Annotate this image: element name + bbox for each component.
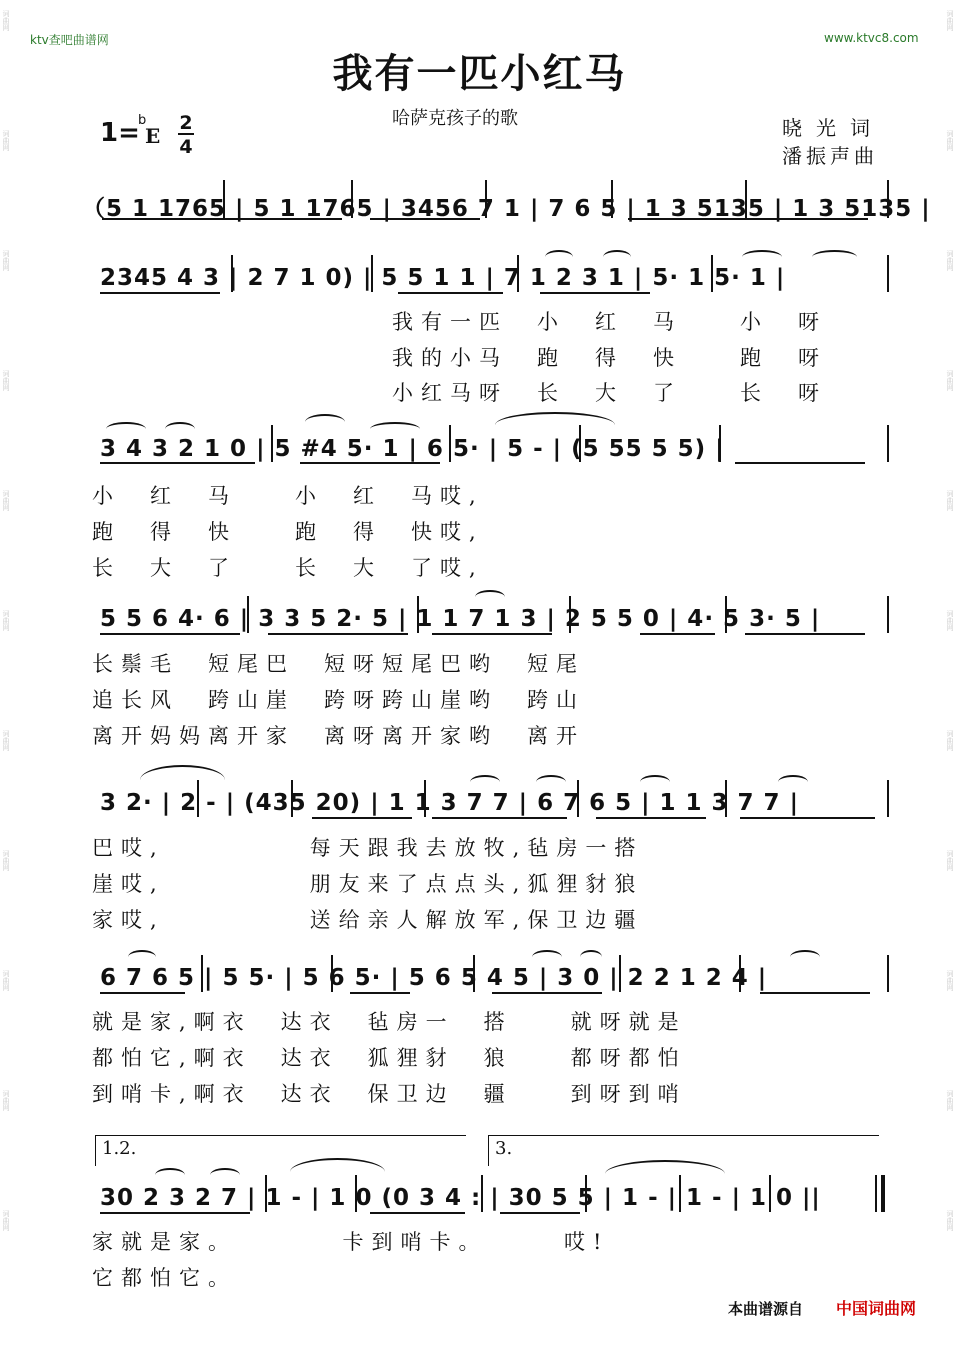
side-watermark-text: 词曲网 (2, 850, 10, 871)
side-watermark-text: 词曲网 (2, 730, 10, 751)
system-6-lyric-1: 就是家,啊衣 达衣 毡房一 搭 就呀就是 (92, 1010, 687, 1034)
side-watermark-text: 词曲网 (2, 370, 10, 391)
system-2-lyric-1: 我有一匹 小 红 马 小 呀 (392, 310, 827, 334)
side-watermark-text: 词曲网 (2, 10, 10, 31)
key-signature: 1= (100, 118, 140, 148)
lyricist-credit: 晓光词 (782, 116, 884, 140)
side-watermark-text: 词曲网 (946, 490, 954, 511)
side-watermark-text: 词曲网 (2, 250, 10, 271)
watermark-right: www.ktvc8.com (824, 31, 919, 45)
system-1-notes: （5 1 1765 | 5 1 1765 | 3456 7 1 | 7 6 5 | 1 3 5135 | 1 3 5135 | (82, 196, 931, 222)
system-6-lyric-2: 都怕它,啊衣 达衣 狐狸豺 狼 都呀都怕 (92, 1046, 687, 1070)
system-7-lyric-1: 家就是家。 卡到哨卡。 哎! (92, 1230, 610, 1254)
volta-label-1: 1.2. (102, 1138, 137, 1159)
meter-top: 2 (179, 112, 193, 134)
key-flat-sign: b (138, 113, 147, 128)
system-2-lyric-3: 小红马呀 长 大 了 长 呀 (392, 381, 827, 405)
system-3-notes: 3 4 3 2 1 0 | 5 #4 5· 1 | 6 5· | 5 - | (5 55 5 5) | (100, 436, 725, 462)
side-watermark-text: 词曲网 (946, 10, 954, 31)
system-2-notes: 2345 4 3 | 2 7 1 0) | 5 5 1 1 | 7 1 2 3 1 | 5· 1 5· 1 | (100, 265, 786, 291)
system-7-notes: 30 2 3 2 7 | 1 - | 1 0 (0 3 4 : | 30 5 5 | 1 - | 1 - | 1 0 || (100, 1185, 821, 1211)
watermark-left: ktv查吧曲谱网 (30, 33, 109, 47)
system-5-notes: 3 2· | 2 - | (435 20) | 1 1 3 7 7 | 6 7 6 5 | 1 1 3 7 7 | (100, 790, 799, 816)
system-5-lyric-3: 家哎, 送给亲人解放军,保卫边疆 (92, 908, 644, 932)
side-watermark-text: 词曲网 (946, 1090, 954, 1111)
volta-label-2: 3. (495, 1138, 513, 1159)
system-6-lyric-3: 到哨卡,啊衣 达衣 保卫边 疆 到呀到哨 (92, 1082, 687, 1106)
source-label: 本曲谱源自 (728, 1300, 804, 1318)
song-title: 我有一匹小红马 (332, 51, 627, 97)
side-watermark-text: 词曲网 (2, 1090, 10, 1111)
side-watermark-text: 词曲网 (2, 490, 10, 511)
side-watermark-text: 词曲网 (946, 610, 954, 631)
system-3-lyric-1: 小 红 马 小 红 马哎, (92, 484, 484, 508)
key-letter: E (145, 124, 161, 148)
side-watermark-text: 词曲网 (2, 610, 10, 631)
system-4-notes: 5 5 6 4· 6 | 3 3 5 2· 5 | 1 1 7 1 3 | 2 5 5 0 | 4· 5 3· 5 | (100, 606, 821, 632)
side-watermark-text: 词曲网 (946, 970, 954, 991)
system-3-lyric-3: 长 大 了 长 大 了哎, (92, 556, 484, 580)
side-watermark-text: 词曲网 (946, 850, 954, 871)
system-4-lyric-1: 长鬃毛 短尾巴 短呀短尾巴哟 短尾 (92, 652, 585, 676)
system-5-lyric-2: 崖哎, 朋友来了点点头,狐狸豺狼 (92, 872, 644, 896)
side-watermark-text: 词曲网 (946, 250, 954, 271)
source-site: 中国词曲网 (836, 1299, 917, 1318)
system-4-lyric-2: 追长风 跨山崖 跨呀跨山崖哟 跨山 (92, 688, 585, 712)
side-watermark-text: 词曲网 (946, 370, 954, 391)
system-3-lyric-2: 跑 得 快 跑 得 快哎, (92, 520, 484, 544)
side-watermark-text: 词曲网 (2, 130, 10, 151)
side-watermark-text: 词曲网 (2, 970, 10, 991)
system-2-lyric-2: 我的小马 跑 得 快 跑 呀 (392, 346, 827, 370)
system-5-lyric-1: 巴哎, 每天跟我去放牧,毡房一搭 (92, 836, 644, 860)
system-6-notes: 6 7 6 5 | 5 5· | 5 6 5· | 5 6 5 4 5 | 3 0 | 2 2 1 2 4 | (100, 965, 768, 991)
side-watermark-text: 词曲网 (2, 1210, 10, 1231)
side-watermark-text: 词曲网 (946, 130, 954, 151)
composer-credit: 潘振声曲 (782, 144, 878, 168)
system-4-lyric-3: 离开妈妈离开家 离呀离开家哟 离开 (92, 724, 585, 748)
system-7-lyric-2: 它都怕它。 (92, 1266, 237, 1290)
side-watermark-text: 词曲网 (946, 1210, 954, 1231)
side-watermark-text: 词曲网 (946, 730, 954, 751)
meter-bottom: 4 (179, 136, 193, 158)
song-subtitle: 哈萨克孩子的歌 (392, 108, 518, 129)
